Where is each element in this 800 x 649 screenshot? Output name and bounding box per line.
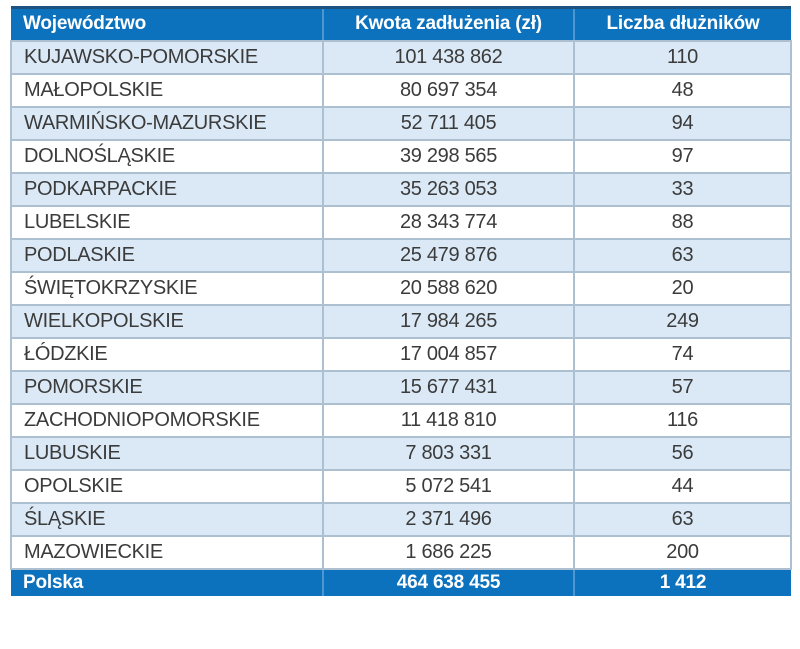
debt-amount-cell: 7 803 331 [323, 437, 574, 470]
debt-amount-cell: 2 371 496 [323, 503, 574, 536]
region-cell: PODLASKIE [11, 239, 323, 272]
table-row [11, 503, 791, 536]
total-debt-amount: 464 638 455 [323, 569, 574, 596]
table-row [11, 206, 791, 239]
region-cell: MAŁOPOLSKIE [11, 74, 323, 107]
region-cell: WIELKOPOLSKIE [11, 305, 323, 338]
table-row [11, 140, 791, 173]
region-cell: MAZOWIECKIE [11, 536, 323, 569]
region-cell: POMORSKIE [11, 371, 323, 404]
debt-amount-cell: 28 343 774 [323, 206, 574, 239]
total-row-label: Polska [11, 569, 323, 596]
debtor-count-cell: 200 [574, 536, 791, 569]
table-row [11, 338, 791, 371]
table-row [11, 173, 791, 206]
debt-amount-cell: 25 479 876 [323, 239, 574, 272]
region-cell: KUJAWSKO-POMORSKIE [11, 41, 323, 74]
debtor-count-cell: 48 [574, 74, 791, 107]
region-cell: ŁÓDZKIE [11, 338, 323, 371]
table-header [11, 8, 791, 41]
debtor-count-cell: 116 [574, 404, 791, 437]
debtor-count-cell: 44 [574, 470, 791, 503]
region-cell: OPOLSKIE [11, 470, 323, 503]
region-cell: ZACHODNIOPOMORSKIE [11, 404, 323, 437]
region-cell: LUBUSKIE [11, 437, 323, 470]
region-cell: DOLNOŚLĄSKIE [11, 140, 323, 173]
debtor-count-cell: 63 [574, 239, 791, 272]
debt-amount-cell: 17 984 265 [323, 305, 574, 338]
table-row [11, 371, 791, 404]
debtor-count-cell: 20 [574, 272, 791, 305]
table-row [11, 107, 791, 140]
region-cell: WARMIŃSKO-MAZURSKIE [11, 107, 323, 140]
region-cell: ŚWIĘTOKRZYSKIE [11, 272, 323, 305]
table-row [11, 74, 791, 107]
debtor-count-cell: 110 [574, 41, 791, 74]
table-body [11, 41, 791, 569]
table-row [11, 305, 791, 338]
column-header-liczba-dluznikow: Liczba dłużników [574, 8, 791, 41]
debt-amount-cell: 101 438 862 [323, 41, 574, 74]
debtor-count-cell: 74 [574, 338, 791, 371]
debt-amount-cell: 35 263 053 [323, 173, 574, 206]
debtor-count-cell: 33 [574, 173, 791, 206]
debt-amount-cell: 17 004 857 [323, 338, 574, 371]
debt-amount-cell: 11 418 810 [323, 404, 574, 437]
table-footer [11, 569, 791, 596]
debtor-count-cell: 57 [574, 371, 791, 404]
debtor-count-cell: 97 [574, 140, 791, 173]
region-cell: LUBELSKIE [11, 206, 323, 239]
total-row [11, 569, 791, 596]
debt-amount-cell: 52 711 405 [323, 107, 574, 140]
table-row [11, 536, 791, 569]
table-row [11, 437, 791, 470]
table-row [11, 239, 791, 272]
region-cell: PODKARPACKIE [11, 173, 323, 206]
debtor-count-cell: 249 [574, 305, 791, 338]
debtor-count-cell: 56 [574, 437, 791, 470]
column-header-kwota-zadluzenia: Kwota zadłużenia (zł) [323, 8, 574, 41]
header-row [11, 8, 791, 41]
table-row [11, 272, 791, 305]
debt-amount-cell: 20 588 620 [323, 272, 574, 305]
region-cell: ŚLĄSKIE [11, 503, 323, 536]
table-row [11, 404, 791, 437]
debt-amount-cell: 39 298 565 [323, 140, 574, 173]
voivodeship-debt-table [10, 6, 792, 596]
debt-amount-cell: 5 072 541 [323, 470, 574, 503]
debt-amount-cell: 15 677 431 [323, 371, 574, 404]
debt-amount-cell: 80 697 354 [323, 74, 574, 107]
debtor-count-cell: 94 [574, 107, 791, 140]
table-row [11, 470, 791, 503]
debtor-count-cell: 88 [574, 206, 791, 239]
debt-amount-cell: 1 686 225 [323, 536, 574, 569]
total-debtor-count: 1 412 [574, 569, 791, 596]
column-header-wojewodztwo: Województwo [11, 8, 323, 41]
table-row [11, 41, 791, 74]
debtor-count-cell: 63 [574, 503, 791, 536]
